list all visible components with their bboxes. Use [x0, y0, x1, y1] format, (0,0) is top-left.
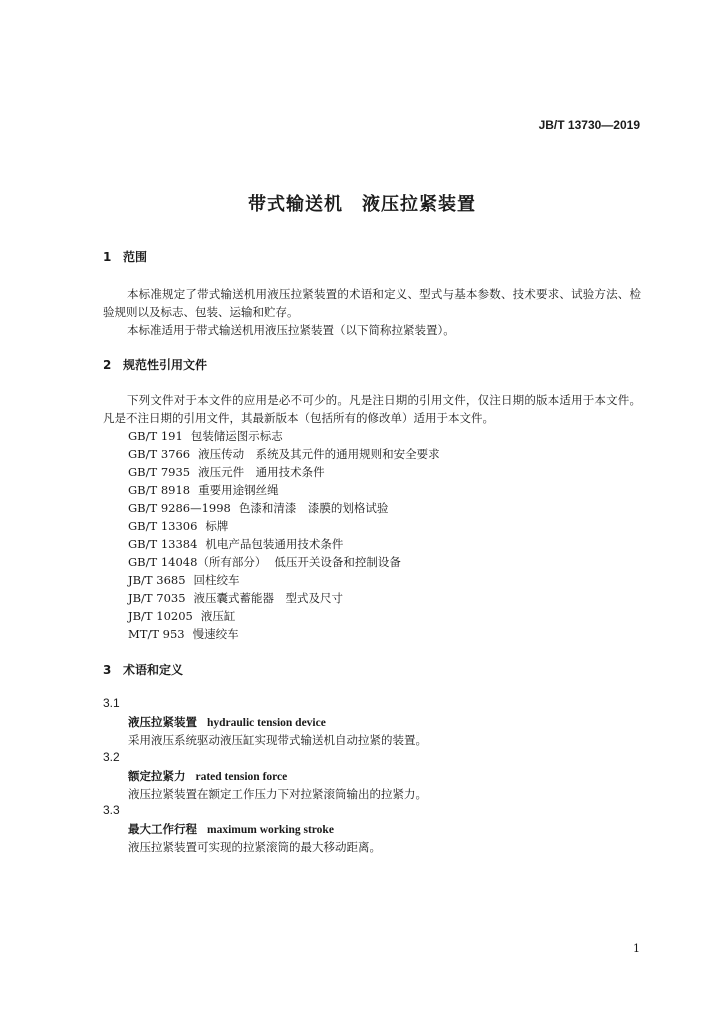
reference-name: 回柱绞车 [193, 573, 240, 587]
reference-item [128, 518, 228, 534]
page-title: 带式输送机 液压拉紧装置 [248, 194, 476, 215]
section-title: 范围 [123, 250, 148, 264]
reference-item [128, 608, 235, 624]
reference-name: 标牌 [205, 519, 229, 533]
reference-item [128, 590, 343, 606]
term-definition: 采用液压系统驱动液压缸实现带式输送机自动拉紧的装置。 [128, 733, 427, 747]
section-number: 3 [103, 663, 112, 677]
term-english: maximum working stroke [207, 824, 334, 836]
reference-item [128, 446, 440, 462]
term-chinese: 额定拉紧力 [128, 769, 186, 783]
reference-code: MT/T 953 [128, 627, 185, 641]
section-title: 规范性引用文件 [123, 358, 208, 372]
reference-name: 液压传动 系统及其元件的通用规则和安全要求 [198, 447, 440, 461]
reference-name: 重要用途钢丝绳 [198, 483, 279, 497]
reference-name: 液压囊式蓄能器 型式及尺寸 [193, 591, 344, 605]
reference-item [128, 572, 240, 588]
reference-code: GB/T 13306 [128, 519, 198, 533]
term-number: 3.1 [103, 696, 120, 710]
reference-name: 包装储运图示标志 [190, 429, 283, 443]
reference-item [128, 464, 325, 480]
reference-code: GB/T 9286—1998 [128, 501, 231, 515]
term-number: 3.3 [103, 803, 120, 817]
term-chinese: 液压拉紧装置 [128, 715, 197, 729]
section-heading-scope [103, 248, 147, 265]
term-definition: 液压拉紧装置可实现的拉紧滚筒的最大移动距离。 [128, 840, 381, 854]
reference-name: 慢速绞车 [192, 627, 239, 641]
reference-item [128, 626, 239, 642]
reference-code: GB/T 3766 [128, 447, 191, 461]
reference-code: GB/T 8918 [128, 483, 191, 497]
reference-code: JB/T 10205 [128, 609, 193, 623]
term-heading [128, 821, 334, 837]
reference-item [128, 500, 388, 516]
term-number: 3.2 [103, 750, 120, 764]
reference-code: GB/T 7935 [128, 465, 191, 479]
refs-intro-paragraph: 下列文件对于本文件的应用是必不可少的。凡是注日期的引用文件，仅注日期的版本适用于本文件。凡是不注日期的引用文件，其最新版本（包括所有的修改单）适用于本文件。 [103, 393, 641, 425]
reference-code: GB/T 13384 [128, 537, 198, 551]
scope-paragraph-2: 本标准适用于带式输送机用液压拉紧装置（以下简称拉紧装置）。 [127, 323, 455, 337]
reference-code: GB/T 191 [128, 429, 183, 443]
reference-name: 机电产品包装通用技术条件 [205, 537, 344, 551]
section-number: 2 [103, 358, 112, 372]
section-heading-refs [103, 356, 207, 373]
section-heading-terms [103, 661, 183, 678]
term-definition: 液压拉紧装置在额定工作压力下对拉紧滚筒输出的拉紧力。 [128, 787, 427, 801]
reference-item [128, 482, 279, 498]
term-chinese: 最大工作行程 [128, 822, 197, 836]
reference-code: GB/T 14048（所有部分） [128, 555, 267, 569]
page-number: 1 [633, 942, 640, 955]
reference-item [128, 554, 401, 570]
scope-paragraph-1: 本标准规定了带式输送机用液压拉紧装置的术语和定义、型式与基本参数、技术要求、试验方法、检验规则以及标志、包装、运输和贮存。 [103, 287, 641, 319]
reference-code: JB/T 7035 [128, 591, 186, 605]
reference-item [128, 536, 343, 552]
section-number: 1 [103, 250, 112, 264]
reference-item [128, 428, 283, 444]
term-english: hydraulic tension device [207, 717, 326, 729]
term-heading [128, 714, 326, 730]
reference-name: 液压元件 通用技术条件 [198, 465, 325, 479]
reference-name: 液压缸 [200, 609, 236, 623]
reference-name: 色漆和清漆 漆膜的划格试验 [238, 501, 389, 515]
section-title: 术语和定义 [123, 663, 184, 677]
term-heading [128, 768, 287, 784]
reference-code: JB/T 3685 [128, 573, 186, 587]
term-english: rated tension force [195, 771, 288, 783]
reference-name: 低压开关设备和控制设备 [274, 555, 401, 569]
document-number: JB/T 13730—2019 [538, 118, 640, 132]
